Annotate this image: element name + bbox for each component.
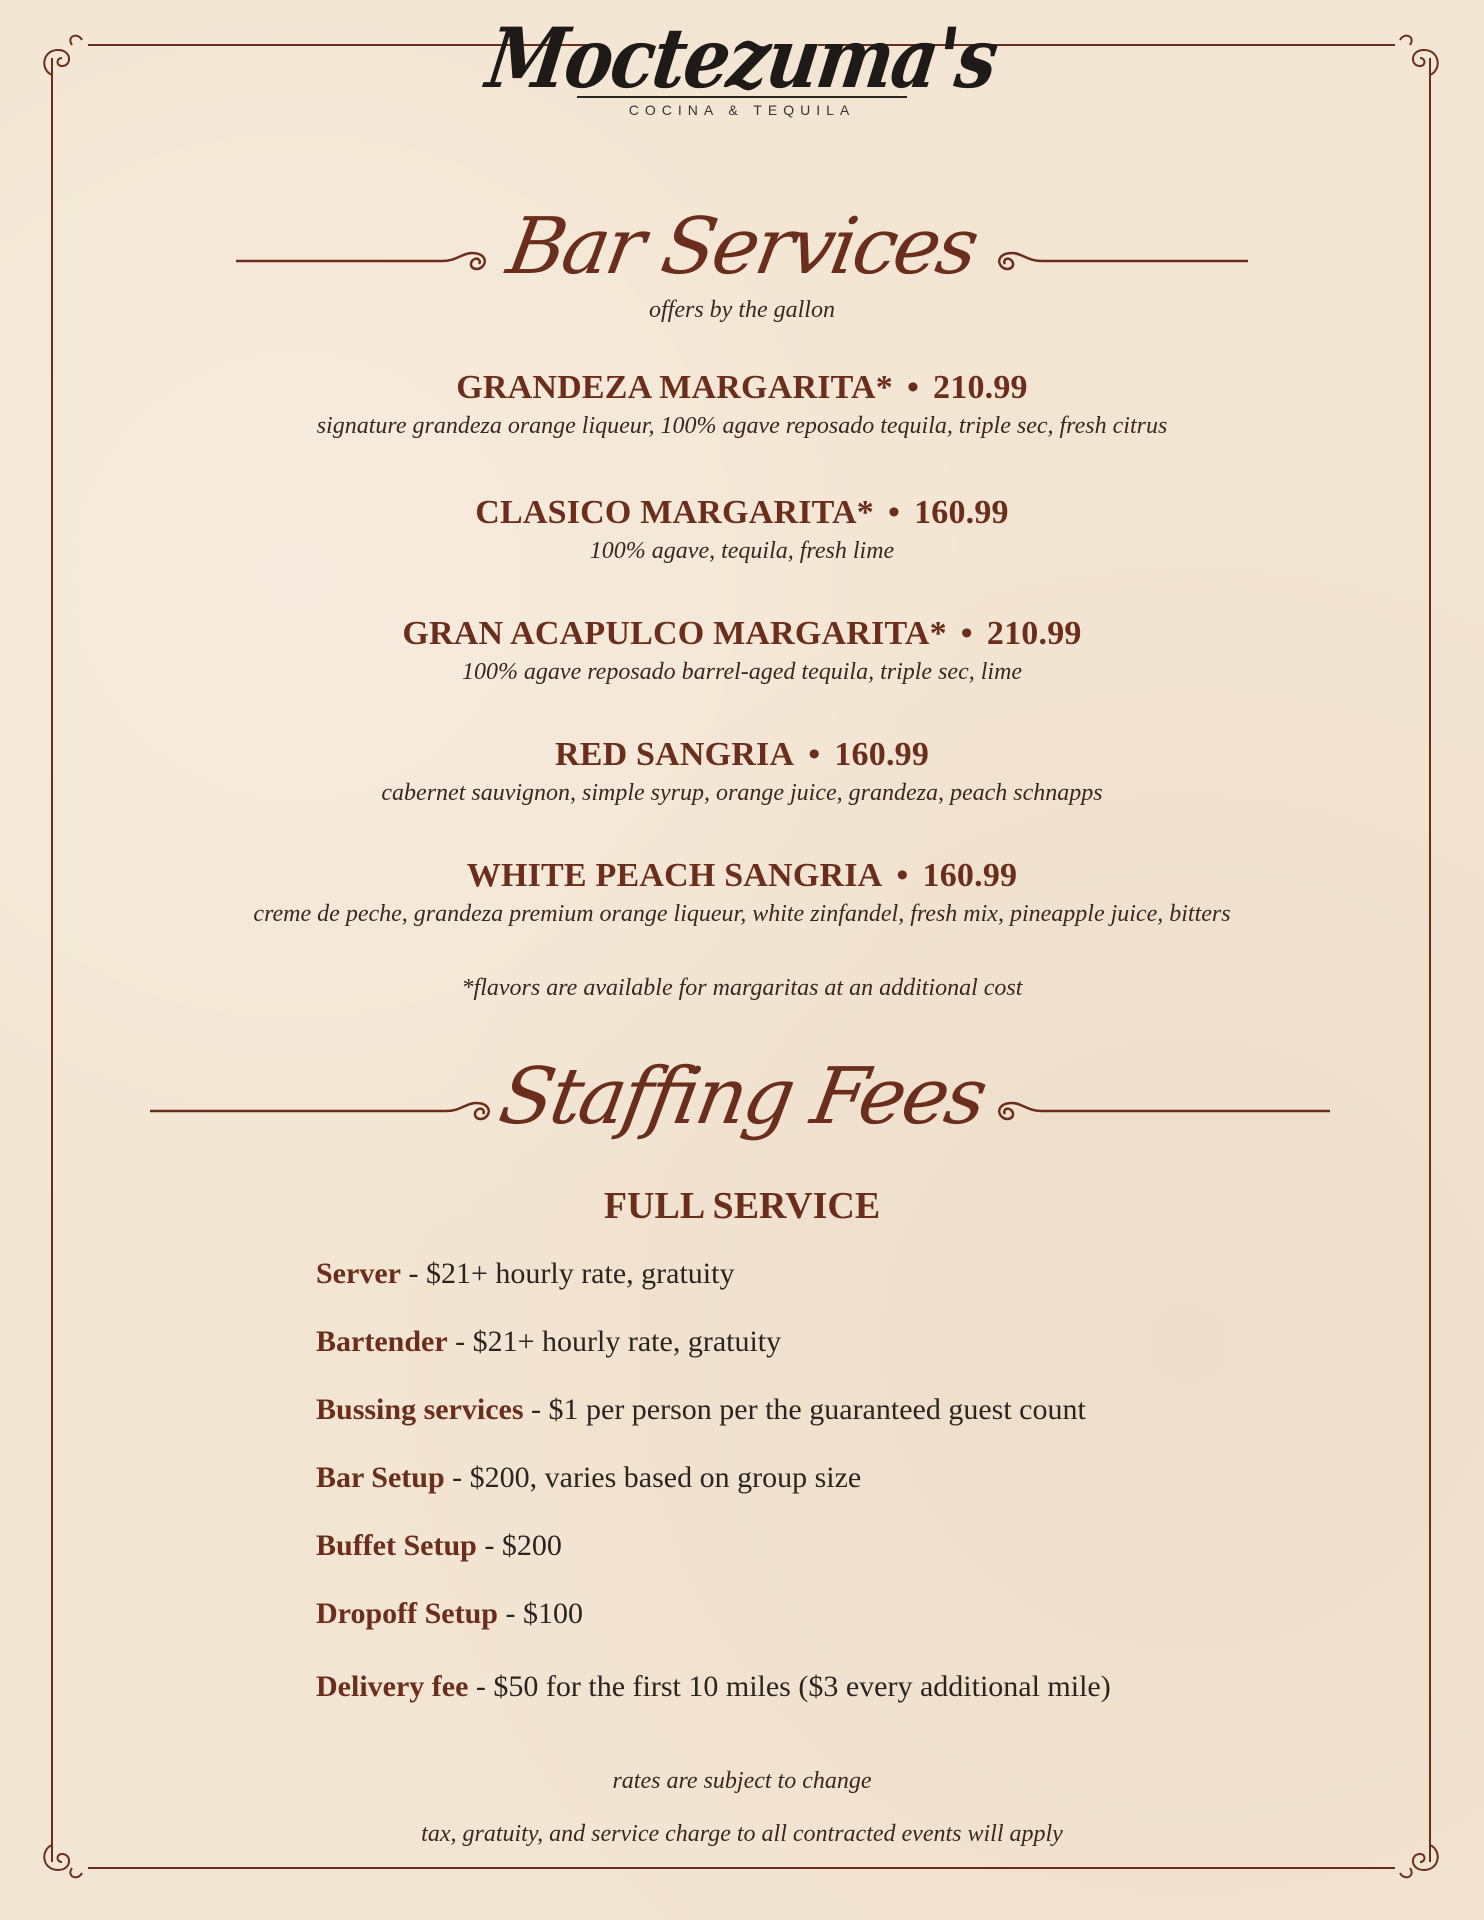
- drink-description: 100% agave reposado barrel-aged tequila, triple sec, lime: [461, 659, 1023, 685]
- drink-description: 100% agave, tequila, fresh lime: [589, 538, 895, 564]
- drink-title: GRAN ACAPULCO MARGARITA* • 210.99: [402, 615, 1082, 652]
- fee-item: Delivery fee - $50 for the first 10 miles ($3 every additional mile): [316, 1670, 1111, 1703]
- drink-item: [0, 736, 1484, 807]
- drink-item: [0, 494, 1484, 565]
- right-flourish-icon: [982, 1090, 1342, 1130]
- footer-rates-note: rates are subject to change: [612, 1768, 872, 1794]
- fee-item: Bussing services - $1 per person per the guaranteed guest count: [316, 1393, 1086, 1426]
- fee-item: Bar Setup - $200, varies based on group size: [316, 1461, 862, 1494]
- fee-item: Dropoff Setup - $100: [316, 1597, 583, 1630]
- fee-item: Server - $21+ hourly rate, gratuity: [316, 1257, 735, 1290]
- brand-logo: [0, 8, 1484, 118]
- fee-item: Buffet Setup - $200: [316, 1529, 562, 1562]
- right-flourish-icon: [982, 240, 1252, 280]
- footer-tax-note: tax, gratuity, and service charge to all contracted events will apply: [421, 1821, 1063, 1847]
- drink-item: [0, 857, 1484, 928]
- bar-services-title: Bar Services: [501, 202, 983, 292]
- drink-title: WHITE PEACH SANGRIA • 160.99: [466, 857, 1018, 894]
- brand-tagline: COCINA & TEQUILA: [628, 102, 856, 118]
- staffing-fees-title: Staffing Fees: [492, 1052, 991, 1142]
- drink-description: creme de peche, grandeza premium orange liqueur, white zinfandel, fresh mix, pineapple juice, bitters: [253, 901, 1231, 927]
- brand-name: Moctezuma's: [481, 8, 1003, 107]
- drink-description: cabernet sauvignon, simple syrup, orange juice, grandeza, peach schnapps: [381, 780, 1103, 806]
- drink-description: signature grandeza orange liqueur, 100% agave reposado tequila, triple sec, fresh citrus: [316, 413, 1168, 439]
- fee-item: Bartender - $21+ hourly rate, gratuity: [316, 1325, 782, 1358]
- drink-title: GRANDEZA MARGARITA* • 210.99: [456, 369, 1028, 406]
- full-service-heading: FULL SERVICE: [603, 1185, 881, 1227]
- drink-item: [0, 615, 1484, 686]
- drink-item: [0, 369, 1484, 440]
- drink-title: CLASICO MARGARITA* • 160.99: [475, 494, 1009, 531]
- drink-title: RED SANGRIA • 160.99: [554, 736, 930, 773]
- flavor-note: *flavors are available for margaritas at an additional cost: [461, 975, 1023, 1001]
- bar-services-subtitle: offers by the gallon: [649, 297, 835, 323]
